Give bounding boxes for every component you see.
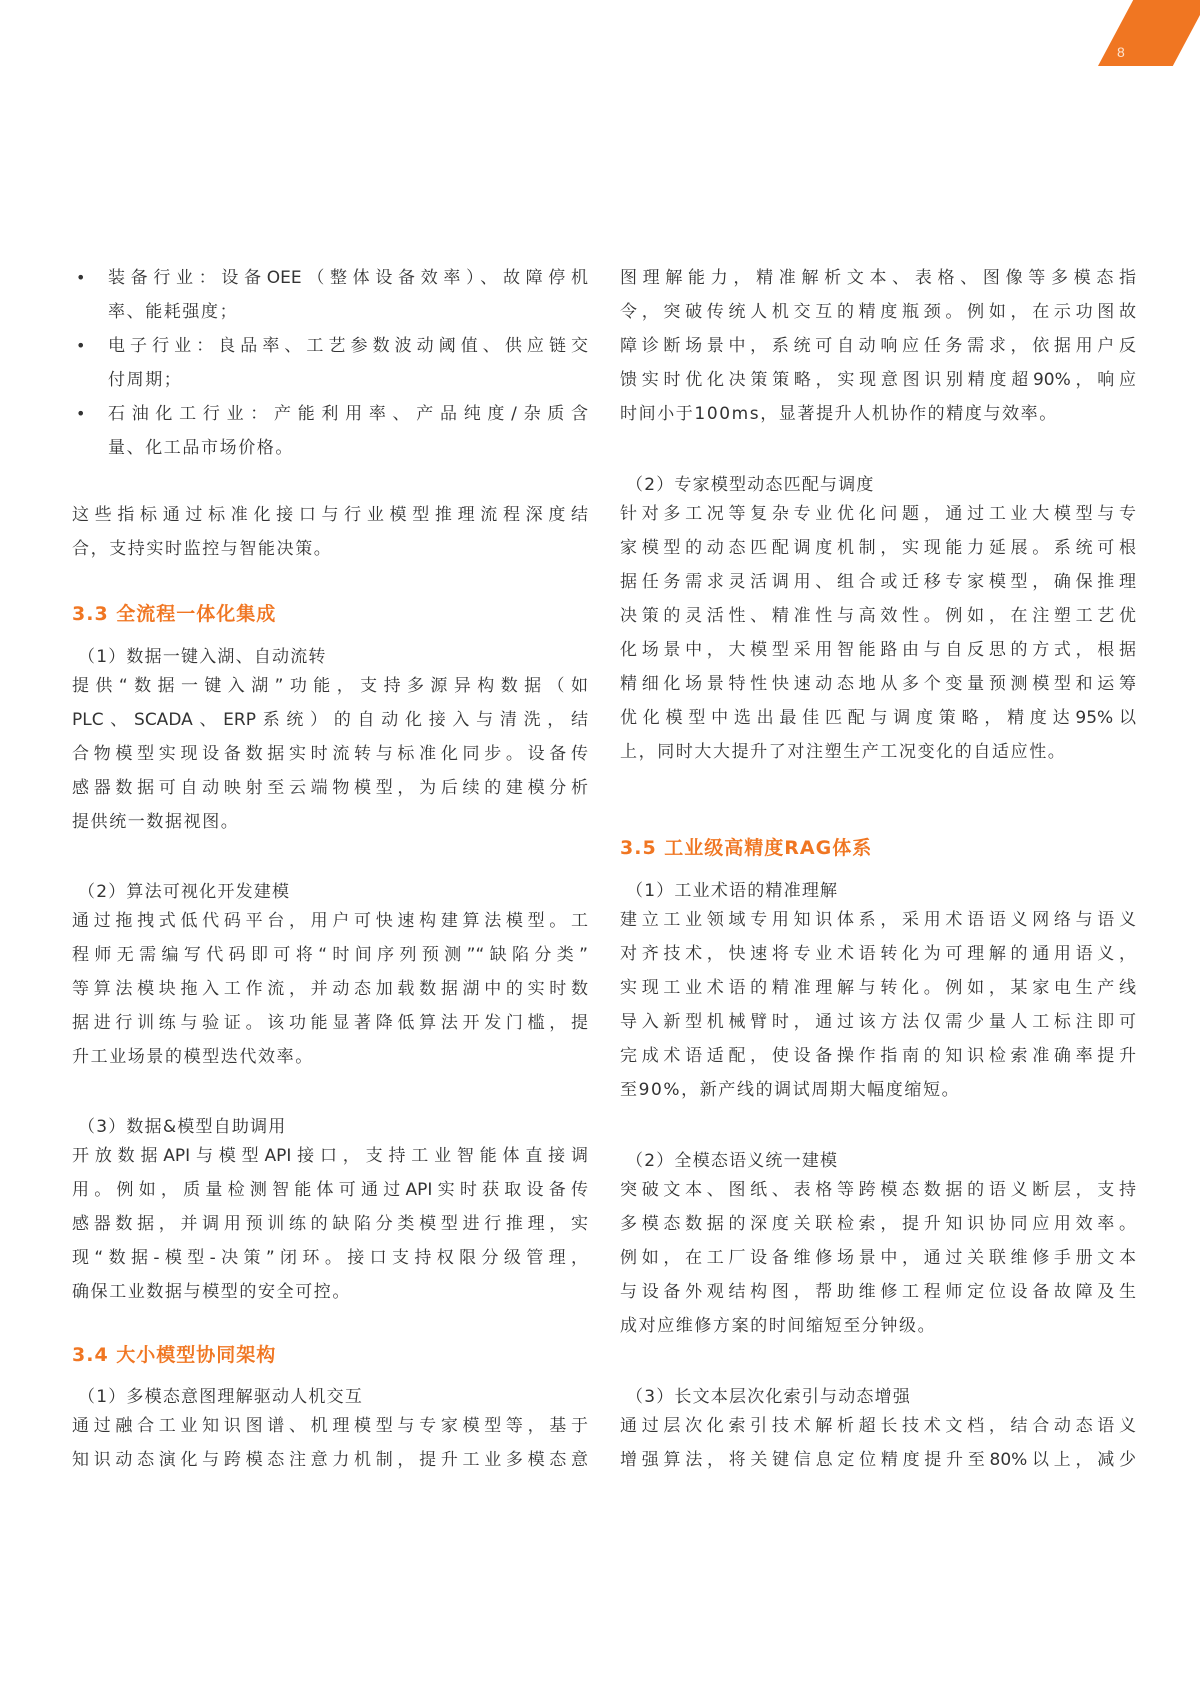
subsection-heading: （1）多模态意图理解驱动人机交互: [78, 1387, 364, 1407]
paragraph-line: 优化模型中选出最佳匹配与调度策略，精度达95%以: [620, 708, 1136, 728]
paragraph-line: 据任务需求灵活调用、组合或迁移专家模型，确保推理: [620, 572, 1136, 592]
paragraph-line: 至90%，新产线的调试周期大幅度缩短。: [620, 1080, 961, 1100]
paragraph-line: PLC、SCADA、ERP系统）的自动化接入与清洗，结: [72, 710, 588, 730]
paragraph-line: 令，突破传统人机交互的精度瓶颈。例如，在示功图故: [620, 302, 1136, 322]
bullet-icon: •: [76, 404, 86, 423]
section-title-3-5: 3.5 工业级高精度RAG体系: [620, 837, 873, 859]
bullet-text: 付周期；: [108, 370, 183, 390]
paragraph-line: 这些指标通过标准化接口与行业模型推理流程深度结: [72, 505, 588, 525]
paragraph-line: 合物模型实现设备数据实时流转与标准化同步。设备传: [72, 744, 588, 764]
paragraph-line: 建立工业领域专用知识体系，采用术语语义网络与语义: [620, 910, 1136, 930]
paragraph-line: 确保工业数据与模型的安全可控。: [72, 1282, 351, 1302]
paragraph-line: 障诊断场景中，系统可自动响应任务需求，依据用户反: [620, 336, 1136, 356]
paragraph-line: 与设备外观结构图，帮助维修工程师定位设备故障及生: [620, 1282, 1136, 1302]
paragraph-line: 感器数据可自动映射至云端物模型，为后续的建模分析: [72, 778, 588, 798]
paragraph-line: 升工业场景的模型迭代效率。: [72, 1047, 314, 1067]
paragraph-line: 合，支持实时监控与智能决策。: [72, 539, 333, 559]
paragraph-line: 馈实时优化决策策略，实现意图识别精度超90%，响应: [620, 370, 1136, 390]
paragraph-line: 多模态数据的深度关联检索，提升知识协同应用效率。: [620, 1214, 1136, 1234]
paragraph-line: 对齐技术，快速将专业术语转化为可理解的通用语义，: [620, 944, 1136, 964]
page-number: 8: [1117, 44, 1125, 60]
section-title-3-3: 3.3 全流程一体化集成: [72, 603, 277, 625]
paragraph-line: 决策的灵活性、精准性与高效性。例如，在注塑工艺优: [620, 606, 1136, 626]
page-number-tab: [1098, 0, 1200, 66]
paragraph-line: 等算法模块拖入工作流，并动态加载数据湖中的实时数: [72, 979, 588, 999]
paragraph-line: 知识动态演化与跨模态注意力机制，提升工业多模态意: [72, 1450, 588, 1470]
paragraph-line: 实现工业术语的精准理解与转化。例如，某家电生产线: [620, 978, 1136, 998]
bullet-text: 电子行业：良品率、工艺参数波动阈值、供应链交: [108, 336, 588, 356]
paragraph-line: 例如，在工厂设备维修场景中，通过关联维修手册文本: [620, 1248, 1136, 1268]
paragraph-line: 上，同时大大提升了对注塑生产工况变化的自适应性。: [620, 742, 1067, 762]
bullet-text: 装备行业：设备OEE（整体设备效率）、故障停机: [108, 268, 588, 288]
paragraph-line: 图理解能力，精准解析文本、表格、图像等多模态指: [620, 268, 1136, 288]
paragraph-line: 通过融合工业知识图谱、机理模型与专家模型等，基于: [72, 1416, 588, 1436]
paragraph-line: 提供“数据一键入湖”功能，支持多源异构数据（如: [72, 676, 588, 696]
bullet-text: 石油化工行业：产能利用率、产品纯度/杂质含: [108, 404, 588, 424]
paragraph-line: 完成术语适配，使设备操作指南的知识检索准确率提升: [620, 1046, 1136, 1066]
paragraph-line: 用。例如，质量检测智能体可通过API实时获取设备传: [72, 1180, 588, 1200]
paragraph-line: 家模型的动态匹配调度机制，实现能力延展。系统可根: [620, 538, 1136, 558]
subsection-heading: （3）长文本层次化索引与动态增强: [626, 1387, 912, 1407]
paragraph-line: 通过拖拽式低代码平台，用户可快速构建算法模型。工: [72, 911, 588, 931]
subsection-heading: （3）数据&模型自助调用: [78, 1117, 287, 1137]
bullet-text: 率、能耗强度；: [108, 302, 239, 322]
paragraph-line: 提供统一数据视图。: [72, 812, 240, 832]
subsection-heading: （2）专家模型动态匹配与调度: [626, 475, 875, 495]
bullet-text: 量、化工品市场价格。: [108, 438, 294, 458]
subsection-heading: （1）工业术语的精准理解: [626, 881, 839, 901]
paragraph-line: 化场景中，大模型采用智能路由与自反思的方式，根据: [620, 640, 1136, 660]
paragraph-line: 时间小于100ms，显著提升人机协作的精度与效率。: [620, 404, 1058, 424]
paragraph-line: 通过层次化索引技术解析超长技术文档，结合动态语义: [620, 1416, 1136, 1436]
paragraph-line: 突破文本、图纸、表格等跨模态数据的语义断层，支持: [620, 1180, 1136, 1200]
bullet-icon: •: [76, 268, 86, 287]
paragraph-line: 现“数据-模型-决策”闭环。接口支持权限分级管理，: [72, 1248, 588, 1268]
bullet-icon: •: [76, 336, 86, 355]
subsection-heading: （1）数据一键入湖、自动流转: [78, 647, 327, 667]
paragraph-line: 程师无需编写代码即可将“时间序列预测”“缺陷分类”: [72, 945, 588, 965]
subsection-heading: （2）全模态语义统一建模: [626, 1151, 839, 1171]
paragraph-line: 精细化场景特性快速动态地从多个变量预测模型和运筹: [620, 674, 1136, 694]
paragraph-line: 增强算法，将关键信息定位精度提升至80%以上，减少: [620, 1450, 1136, 1470]
paragraph-line: 感器数据，并调用预训练的缺陷分类模型进行推理，实: [72, 1214, 588, 1234]
paragraph-line: 导入新型机械臂时，通过该方法仅需少量人工标注即可: [620, 1012, 1136, 1032]
paragraph-line: 针对多工况等复杂专业优化问题，通过工业大模型与专: [620, 504, 1136, 524]
paragraph-line: 据进行训练与验证。该功能显著降低算法开发门槛，提: [72, 1013, 588, 1033]
paragraph-line: 开放数据API与模型API接口，支持工业智能体直接调: [72, 1146, 588, 1166]
subsection-heading: （2）算法可视化开发建模: [78, 882, 291, 902]
paragraph-line: 成对应维修方案的时间缩短至分钟级。: [620, 1316, 937, 1336]
section-title-3-4: 3.4 大小模型协同架构: [72, 1344, 277, 1366]
